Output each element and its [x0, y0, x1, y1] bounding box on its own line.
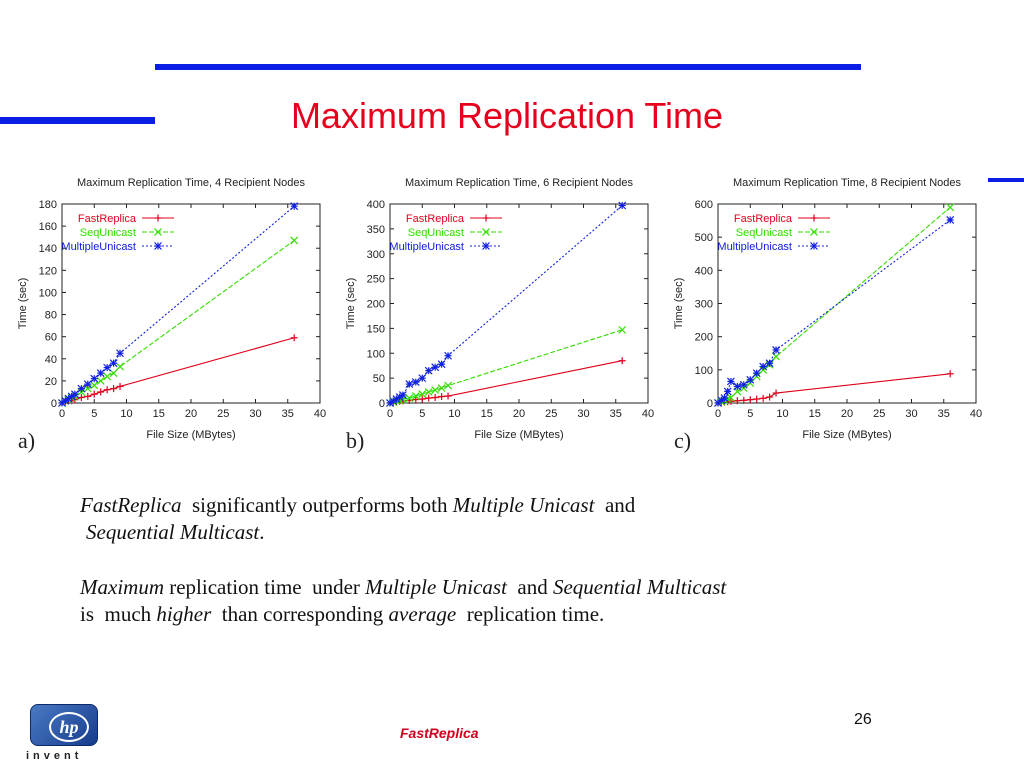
hp-logo: [26, 700, 106, 764]
legend-marker: [155, 215, 162, 222]
data-point-FastReplica: [97, 388, 104, 395]
data-point-SeqUnicast: [97, 377, 104, 384]
data-point-MultipleUnicast: [78, 385, 85, 392]
x-tick-label: 0: [58, 408, 66, 420]
legend-label: MultipleUnicast: [389, 241, 464, 253]
y-tick-label: 100: [694, 364, 713, 377]
legend-marker: [483, 215, 490, 222]
data-point-FastReplica: [773, 390, 780, 397]
x-tick-label: 15: [808, 408, 821, 420]
x-tick-label: 20: [184, 408, 198, 420]
data-point-FastReplica: [425, 395, 432, 402]
data-point-FastReplica: [291, 334, 298, 341]
legend-label: FastReplica: [405, 213, 464, 225]
y-tick-label: 150: [366, 323, 385, 336]
data-point-FastReplica: [619, 357, 626, 364]
data-point-MultipleUnicast: [753, 370, 760, 377]
data-point-MultipleUnicast: [760, 363, 767, 370]
data-point-FastReplica: [91, 391, 98, 398]
chart-6-recipient-nodes: [342, 168, 662, 450]
data-point-FastReplica: [766, 394, 773, 401]
chart-title: Maximum Replication Time, 8 Recipient Nodes: [732, 177, 962, 189]
series-line-FastReplica: [62, 338, 294, 403]
x-axis-label: File Size (MBytes): [474, 429, 564, 441]
page-number: 26: [854, 711, 872, 728]
data-point-FastReplica: [760, 395, 767, 402]
data-point-SeqUnicast: [91, 382, 98, 389]
data-point-FastReplica: [747, 396, 754, 403]
data-point-MultipleUnicast: [406, 381, 413, 388]
x-tick-label: 25: [545, 408, 558, 420]
p2-multiple-unicast: Multiple Unicast: [365, 575, 507, 599]
x-axis-label: File Size (MBytes): [802, 429, 892, 441]
data-point-MultipleUnicast: [445, 352, 452, 359]
data-point-MultipleUnicast: [947, 216, 954, 223]
data-point-FastReplica: [104, 386, 111, 393]
data-point-SeqUnicast: [104, 373, 111, 380]
data-point-MultipleUnicast: [766, 360, 773, 367]
legend-label: SeqUnicast: [735, 227, 792, 239]
data-point-SeqUnicast: [432, 387, 439, 394]
data-point-MultipleUnicast: [110, 360, 117, 367]
hp-logo-tagline: invent: [26, 750, 83, 762]
data-point-MultipleUnicast: [773, 346, 780, 353]
chart-8-recipient-nodes: [670, 168, 990, 450]
p1-period: .: [259, 520, 265, 544]
y-tick-label: 300: [694, 298, 713, 311]
y-tick-label: 180: [38, 199, 57, 211]
data-point-MultipleUnicast: [399, 392, 406, 399]
x-tick-label: 30: [905, 408, 918, 420]
y-axis-label: Time (sec): [17, 277, 29, 330]
p1-text: significantly outperforms both: [181, 493, 453, 517]
y-tick-label: 80: [44, 309, 57, 322]
x-tick-label: 40: [313, 408, 327, 420]
y-tick-label: 20: [44, 375, 57, 388]
y-tick-label: 350: [366, 223, 385, 236]
y-tick-label: 200: [694, 331, 713, 344]
data-point-MultipleUnicast: [619, 202, 626, 209]
x-tick-label: 35: [937, 408, 950, 420]
x-tick-label: 30: [249, 408, 262, 420]
y-tick-label: 400: [366, 199, 385, 211]
data-point-MultipleUnicast: [724, 388, 731, 395]
paragraph-1-line-2: [86, 519, 264, 545]
legend-label: FastReplica: [733, 213, 792, 225]
data-point-FastReplica: [84, 393, 91, 400]
y-tick-label: 100: [366, 348, 385, 361]
data-point-MultipleUnicast: [104, 364, 111, 371]
series-line-FastReplica: [718, 374, 950, 403]
x-tick-label: 15: [480, 408, 493, 420]
x-tick-label: 10: [120, 408, 133, 420]
data-point-MultipleUnicast: [425, 367, 432, 374]
p1-sequential-multicast: Sequential Multicast: [86, 520, 260, 544]
x-tick-label: 15: [152, 408, 165, 420]
chart-svg: [670, 168, 990, 450]
legend-marker: [155, 243, 162, 250]
legend-label: SeqUnicast: [407, 227, 464, 239]
y-axis-label: Time (sec): [673, 277, 685, 330]
data-point-SeqUnicast: [425, 389, 432, 396]
paragraph-2: [80, 574, 726, 600]
hp-logo-box: [30, 704, 98, 746]
data-point-FastReplica: [110, 385, 117, 392]
paragraph-1: [80, 492, 635, 518]
data-point-MultipleUnicast: [291, 203, 298, 210]
data-point-MultipleUnicast: [71, 391, 78, 398]
y-tick-label: 40: [44, 353, 57, 366]
p2-maximum: Maximum: [80, 575, 164, 599]
x-tick-label: 35: [609, 408, 622, 420]
data-point-MultipleUnicast: [97, 370, 104, 377]
p2-text: replication time under: [163, 575, 366, 599]
y-tick-label: 200: [366, 298, 385, 311]
y-tick-label: 100: [38, 287, 57, 300]
data-point-FastReplica: [753, 396, 760, 403]
p2-average: average: [388, 602, 457, 626]
data-point-MultipleUnicast: [438, 361, 445, 368]
legend-label: FastReplica: [77, 213, 136, 225]
x-tick-label: 40: [969, 408, 983, 420]
panel-label-c: c): [674, 428, 692, 453]
y-tick-label: 0: [378, 398, 385, 410]
data-point-MultipleUnicast: [727, 378, 734, 385]
data-point-SeqUnicast: [110, 370, 117, 377]
legend-label: MultipleUnicast: [61, 241, 136, 253]
p1-fastreplica: FastReplica: [80, 493, 182, 517]
right-rule: [988, 178, 1024, 182]
x-tick-label: 0: [714, 408, 722, 420]
p1-and: and: [594, 493, 636, 517]
paragraph-2-line-2: [80, 601, 604, 627]
chart-svg: [14, 168, 334, 450]
chart-title: Maximum Replication Time, 4 Recipient Nodes: [76, 177, 306, 189]
data-point-MultipleUnicast: [419, 375, 426, 382]
data-point-FastReplica: [117, 383, 124, 390]
y-tick-label: 0: [50, 398, 57, 410]
top-rule: [155, 64, 861, 70]
hp-logo-icon: hp: [49, 712, 89, 742]
legend-marker: [483, 243, 490, 250]
x-tick-label: 20: [512, 408, 526, 420]
data-point-MultipleUnicast: [117, 350, 124, 357]
x-tick-label: 5: [91, 408, 98, 420]
p1-multiple-unicast: Multiple Unicast: [452, 493, 595, 517]
y-tick-label: 120: [38, 265, 57, 278]
y-tick-label: 160: [38, 221, 57, 234]
panel-label-a: a): [18, 428, 36, 453]
x-tick-label: 20: [840, 408, 854, 420]
slide-title: Maximum Replication Time: [290, 95, 724, 136]
p2-higher: higher: [156, 602, 212, 626]
x-axis-label: File Size (MBytes): [146, 429, 236, 441]
data-point-MultipleUnicast: [740, 381, 747, 388]
p2-is-much: is much: [80, 602, 157, 626]
data-point-FastReplica: [947, 370, 954, 377]
y-tick-label: 50: [372, 373, 385, 386]
data-point-MultipleUnicast: [747, 376, 754, 383]
footer-title: FastReplica: [400, 725, 479, 741]
data-point-SeqUnicast: [619, 326, 626, 333]
panel-label-b: b): [346, 428, 365, 453]
x-tick-label: 40: [641, 408, 655, 420]
y-axis-label: Time (sec): [345, 277, 357, 330]
x-tick-label: 25: [217, 408, 230, 420]
data-point-SeqUnicast: [438, 385, 445, 392]
data-point-MultipleUnicast: [84, 381, 91, 388]
y-tick-label: 0: [706, 398, 713, 410]
p2-and: and: [506, 575, 553, 599]
y-tick-label: 140: [38, 243, 57, 256]
x-tick-label: 10: [776, 408, 789, 420]
x-tick-label: 30: [577, 408, 590, 420]
y-tick-label: 300: [366, 248, 385, 261]
data-point-MultipleUnicast: [91, 375, 98, 382]
x-tick-label: 5: [747, 408, 754, 420]
data-point-MultipleUnicast: [734, 383, 741, 390]
y-tick-label: 60: [44, 331, 57, 344]
chart-title: Maximum Replication Time, 6 Recipient Nodes: [404, 177, 634, 189]
x-tick-label: 35: [281, 408, 294, 420]
data-point-SeqUnicast: [291, 237, 298, 244]
p2-than: than corresponding: [211, 602, 389, 626]
p2-sequential-multicast: Sequential Multicast: [552, 575, 727, 599]
chart-svg: [342, 168, 662, 450]
data-point-FastReplica: [432, 394, 439, 401]
x-tick-label: 5: [419, 408, 426, 420]
legend-marker: [811, 243, 818, 250]
data-point-SeqUnicast: [117, 363, 124, 370]
data-point-FastReplica: [438, 393, 445, 400]
data-point-MultipleUnicast: [721, 395, 728, 402]
legend-marker: [811, 215, 818, 222]
y-tick-label: 500: [694, 232, 713, 245]
x-tick-label: 10: [448, 408, 461, 420]
x-tick-label: 0: [386, 408, 394, 420]
x-tick-label: 25: [873, 408, 886, 420]
legend-label: MultipleUnicast: [717, 241, 792, 253]
p2-tail: replication time.: [456, 602, 605, 626]
data-point-SeqUnicast: [947, 204, 954, 211]
chart-4-recipient-nodes: [14, 168, 334, 450]
y-tick-label: 400: [694, 265, 713, 278]
data-point-MultipleUnicast: [432, 364, 439, 371]
data-point-SeqUnicast: [445, 382, 452, 389]
y-tick-label: 250: [366, 273, 385, 286]
y-tick-label: 600: [694, 199, 713, 211]
data-point-FastReplica: [445, 393, 452, 400]
data-point-MultipleUnicast: [412, 379, 419, 386]
legend-label: SeqUnicast: [79, 227, 136, 239]
